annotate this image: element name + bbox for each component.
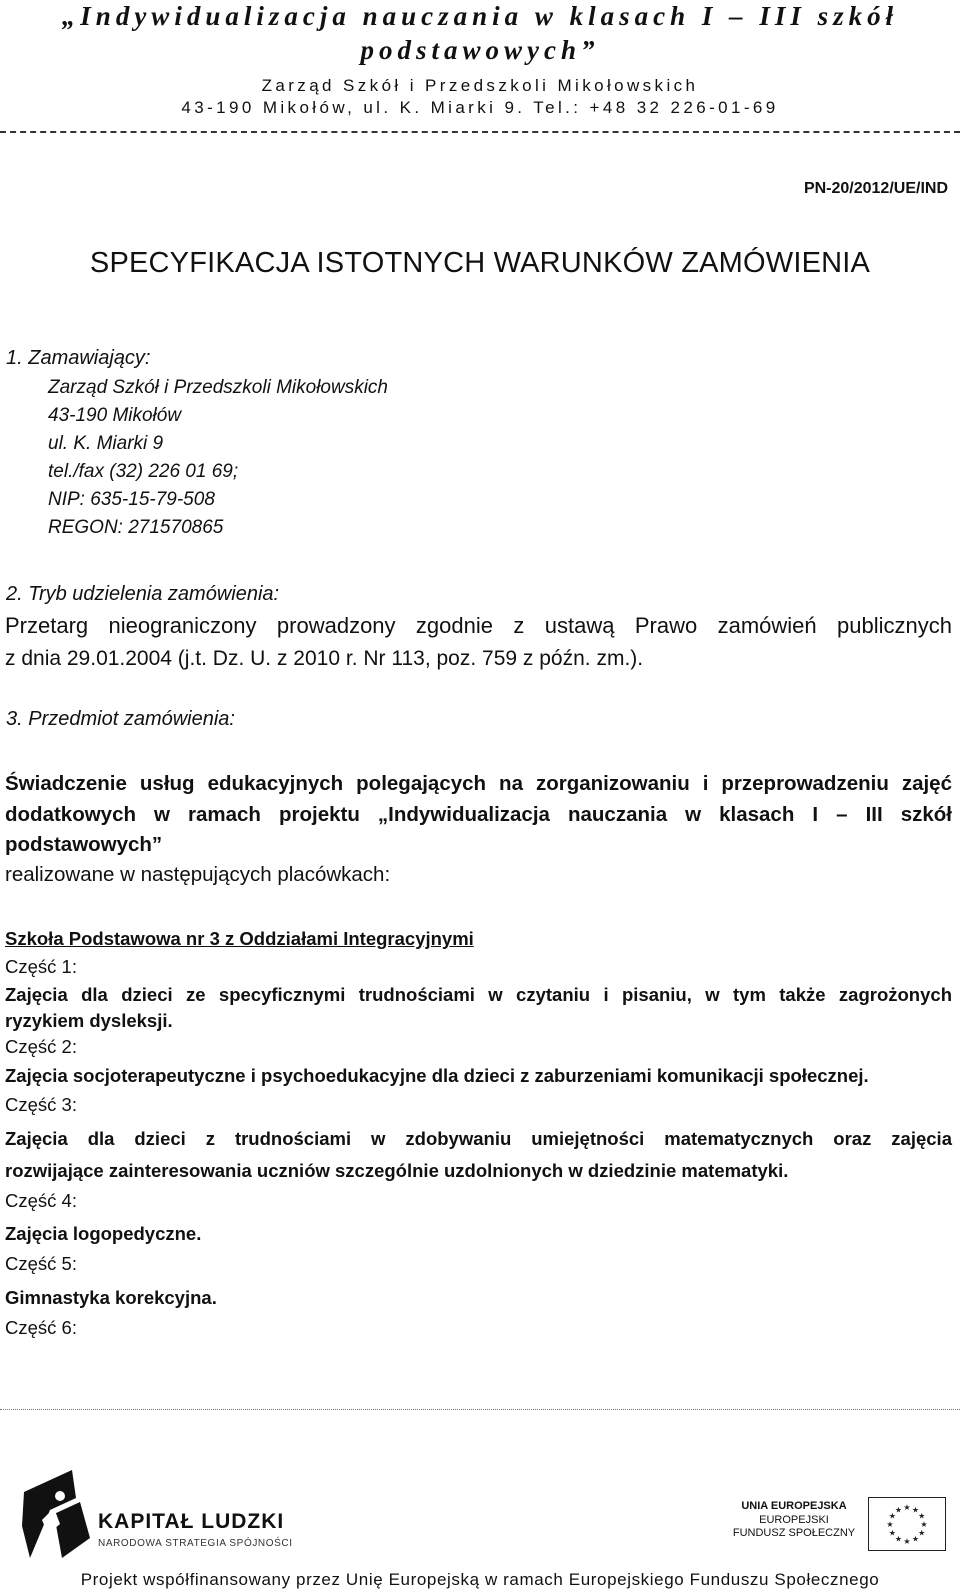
kapital-ludzki-logo-icon bbox=[20, 1468, 96, 1560]
section2-text-line2: z dnia 29.01.2004 (j.t. Dz. U. z 2010 r. Nr 113, poz. 759 z późn. zm.). bbox=[5, 647, 644, 670]
section1-line: tel./fax (32) 226 01 69; bbox=[48, 461, 239, 482]
section3-subject-line2: dodatkowych w ramach projektu „Indywidualizacja nauczania w klasach I – III szkół bbox=[5, 803, 952, 826]
part-text: Zajęcia dla dzieci z trudnościami w zdobywaniu umiejętności matematycznych oraz zajęcia bbox=[5, 1128, 952, 1149]
part-label: Część 3: bbox=[5, 1094, 77, 1115]
part-text: rozwijające zainteresowania uczniów szczególnie uzdolnionych w dziedzinie matematyki. bbox=[5, 1160, 789, 1181]
part-label: Część 2: bbox=[5, 1036, 77, 1057]
eu-star-icon: ★ bbox=[888, 1528, 896, 1538]
eu-star-icon: ★ bbox=[911, 1505, 920, 1515]
part-text: Zajęcia socjoterapeutyczne i psychoedukacyjne dla dzieci z zaburzeniami komunikacji społecznej. bbox=[5, 1065, 869, 1086]
eu-star-icon: ★ bbox=[894, 1505, 903, 1515]
section2-text-line1: Przetarg nieograniczony prowadzony zgodnie z ustawą Prawo zamówień publicznych bbox=[5, 613, 952, 638]
section3-subject-line3: podstawowych” bbox=[5, 833, 163, 856]
kapital-ludzki-subtitle: NARODOWA STRATEGIA SPÓJNOŚCI bbox=[98, 1538, 293, 1549]
eu-star-icon: ★ bbox=[911, 1534, 920, 1544]
part-label: Część 4: bbox=[5, 1190, 77, 1211]
kapital-ludzki-title: KAPITAŁ LUDZKI bbox=[98, 1510, 285, 1533]
eu-star-icon: ★ bbox=[903, 1537, 911, 1546]
header-divider bbox=[0, 131, 960, 133]
part-text: Gimnastyka korekcyjna. bbox=[5, 1287, 217, 1308]
section1-line: Zarząd Szkół i Przedszkoli Mikołowskich bbox=[48, 377, 388, 398]
eu-flag-icon bbox=[868, 1497, 946, 1551]
eu-star-icon: ★ bbox=[920, 1520, 928, 1529]
eu-star-icon: ★ bbox=[886, 1520, 894, 1529]
section1-line: 43-190 Mikołów bbox=[48, 405, 182, 426]
section1-line: NIP: 635-15-79-508 bbox=[48, 489, 215, 510]
eu-star-icon: ★ bbox=[918, 1528, 926, 1538]
reference-number: PN-20/2012/UE/IND bbox=[803, 180, 948, 197]
section3-heading: 3. Przedmiot zamówienia: bbox=[6, 708, 235, 730]
section1-line: ul. K. Miarki 9 bbox=[48, 433, 164, 454]
footer-divider bbox=[0, 1409, 960, 1410]
section1-heading: 1. Zamawiający: bbox=[6, 347, 151, 369]
section1-line: REGON: 271570865 bbox=[48, 517, 224, 538]
eu-star-icon: ★ bbox=[903, 1503, 911, 1512]
part-label: Część 6: bbox=[5, 1317, 77, 1338]
section2-heading: 2. Tryb udzielenia zamówienia: bbox=[6, 583, 280, 605]
header-org: Zarząd Szkół i Przedszkoli Mikołowskich bbox=[261, 76, 699, 95]
eu-star-icon: ★ bbox=[888, 1511, 896, 1521]
header-address: 43-190 Mikołów, ul. K. Miarki 9. Tel.: +48 32 226-01-69 bbox=[181, 98, 779, 117]
document-title: SPECYFIKACJA ISTOTNYCH WARUNKÓW ZAMÓWIENIA bbox=[89, 247, 871, 279]
eu-star-icon: ★ bbox=[918, 1511, 926, 1521]
ue-line2: EUROPEJSKI bbox=[759, 1514, 829, 1526]
header-title-line2: podstawowych” bbox=[360, 35, 600, 65]
part-text: Zajęcia dla dzieci ze specyficznymi trudnościami w czytaniu i pisaniu, w tym także zagrożonych bbox=[5, 984, 952, 1005]
ue-line1: UNIA EUROPEJSKA bbox=[741, 1500, 847, 1512]
header-title-line1: „Indywidualizacja nauczania w klasach I – III szkół bbox=[61, 1, 899, 31]
part-text: Zajęcia logopedyczne. bbox=[5, 1223, 202, 1244]
section3-subject-line1: Świadczenie usług edukacyjnych polegających na zorganizowaniu i przeprowadzeniu zajęć bbox=[5, 772, 952, 795]
ue-line3: FUNDUSZ SPOŁECZNY bbox=[732, 1527, 856, 1539]
part-label: Część 5: bbox=[5, 1253, 77, 1274]
section3-realized: realizowane w następujących placówkach: bbox=[5, 863, 391, 886]
eu-star-icon: ★ bbox=[894, 1534, 903, 1544]
school-name: Szkoła Podstawowa nr 3 z Oddziałami Integracyjnymi bbox=[5, 928, 474, 949]
cofinance-text: Projekt współfinansowany przez Unię Europejską w ramach Europejskiego Funduszu Społecznego bbox=[80, 1570, 880, 1589]
part-label: Część 1: bbox=[5, 956, 77, 977]
part-text: ryzykiem dysleksji. bbox=[5, 1010, 173, 1031]
